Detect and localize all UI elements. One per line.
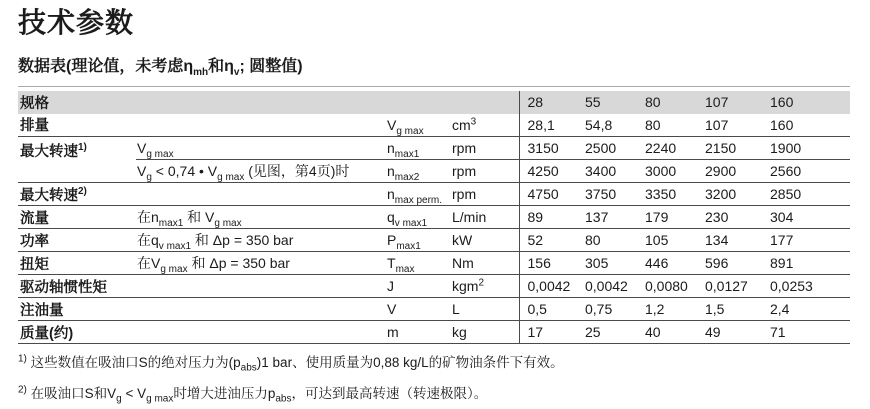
- row-flow: [18, 206, 850, 229]
- unit-cell: rpm: [451, 137, 519, 160]
- value-cell: 0,0042: [577, 275, 637, 298]
- value-cell: 3200: [697, 183, 762, 206]
- value-cell: 137: [577, 206, 637, 229]
- value-cell: 4250: [519, 160, 577, 183]
- value-cell: 2150: [697, 137, 762, 160]
- row-inertia: [18, 275, 850, 298]
- value-cell: 0,0042: [519, 275, 577, 298]
- unit-cell: kg: [451, 321, 519, 344]
- value-cell: 107: [697, 114, 762, 137]
- condition-cell: $V_{g max}$: [136, 137, 386, 160]
- value-cell: 0,75: [577, 298, 637, 321]
- symbol-cell: $T_{max}$: [386, 252, 451, 275]
- symbol-cell: $n_{max1}$: [386, 137, 451, 160]
- value-cell: 54,8: [577, 114, 637, 137]
- value-cell: 2240: [637, 137, 697, 160]
- value-cell: 0,0253: [762, 275, 850, 298]
- value-cell: 28,1: [519, 114, 577, 137]
- symbol-cell: $q_{v max1}$: [386, 206, 451, 229]
- value-cell: 2,4: [762, 298, 850, 321]
- page-subtitle: 数据表(理论值，未考虑$\eta_{mh}$和$\eta_v$; 圆整值): [18, 57, 303, 78]
- size-header-cell: 80: [637, 91, 697, 114]
- value-cell: 17: [519, 321, 577, 344]
- unit-cell: Nm: [451, 252, 519, 275]
- value-cell: 891: [762, 252, 850, 275]
- value-cell: 25: [577, 321, 637, 344]
- spec-table: [18, 91, 850, 345]
- value-cell: 2560: [762, 160, 850, 183]
- value-cell: 3150: [519, 137, 577, 160]
- condition-cell: 在$q_{v max1}$ 和 Δp = 350 bar: [136, 229, 386, 252]
- value-cell: 1900: [762, 137, 850, 160]
- value-cell: 80: [577, 229, 637, 252]
- condition-cell: [136, 183, 386, 206]
- value-cell: 80: [637, 114, 697, 137]
- row-mass: [18, 321, 850, 344]
- row-label-cell: 质量(约): [18, 321, 136, 344]
- row-max-speed-2: [18, 183, 850, 206]
- value-cell: 52: [519, 229, 577, 252]
- value-cell: 446: [637, 252, 697, 275]
- condition-cell: [136, 114, 386, 137]
- row-label-cell: 驱动轴惯性矩: [18, 275, 136, 298]
- value-cell: 230: [697, 206, 762, 229]
- size-header-cell: 160: [762, 91, 850, 114]
- row-fill-volume: [18, 298, 850, 321]
- size-header-cell: 28: [519, 91, 577, 114]
- size-header-cell: 55: [577, 91, 637, 114]
- value-cell: 3400: [577, 160, 637, 183]
- unit-cell: kW: [451, 229, 519, 252]
- value-cell: 179: [637, 206, 697, 229]
- condition-cell: 在$n_{max1}$ 和 $V_{g max}$: [136, 206, 386, 229]
- value-cell: 3750: [577, 183, 637, 206]
- unit-cell: kgm$^2$: [451, 275, 519, 298]
- table-header-row: [18, 91, 850, 114]
- value-cell: 304: [762, 206, 850, 229]
- value-cell: 1,5: [697, 298, 762, 321]
- symbol-cell: V: [386, 298, 451, 321]
- row-label-cell: 功率: [18, 229, 136, 252]
- row-label-cell: 注油量: [18, 298, 136, 321]
- symbol-cell: m: [386, 321, 451, 344]
- footnote-2: $^{2)}$ 在吸油口S和$V_g < V_{g max}$时增大进油压力$p_{abs}$，可达到最高转速（转速极限）。: [18, 384, 488, 405]
- value-cell: 89: [519, 206, 577, 229]
- value-cell: 3000: [637, 160, 697, 183]
- unit-cell: rpm: [451, 183, 519, 206]
- value-cell: 2900: [697, 160, 762, 183]
- value-cell: 40: [637, 321, 697, 344]
- row-label-cell: 流量: [18, 206, 136, 229]
- value-cell: 0,0080: [637, 275, 697, 298]
- symbol-cell: $n_{max perm.}$: [386, 183, 451, 206]
- row-max-speed-1b: [18, 160, 850, 183]
- header-label-cell: 规格: [18, 91, 519, 114]
- footnote-1: $^{1)}$ 这些数值在吸油口S的绝对压力为$(p_{abs})1$ bar、使用质量为0,88 kg/L的矿物油条件下有效。: [18, 353, 564, 374]
- row-label-cell: 最大转速$^{2)}$: [18, 183, 136, 206]
- row-torque: [18, 252, 850, 275]
- condition-cell: [136, 298, 386, 321]
- value-cell: 0,5: [519, 298, 577, 321]
- value-cell: 71: [762, 321, 850, 344]
- unit-cell: rpm: [451, 160, 519, 183]
- value-cell: 2850: [762, 183, 850, 206]
- value-cell: 3350: [637, 183, 697, 206]
- value-cell: 305: [577, 252, 637, 275]
- value-cell: 0,0127: [697, 275, 762, 298]
- value-cell: 2500: [577, 137, 637, 160]
- symbol-cell: $V_{g max}$: [386, 114, 451, 137]
- value-cell: 596: [697, 252, 762, 275]
- value-cell: 105: [637, 229, 697, 252]
- unit-cell: $cm^3$: [451, 114, 519, 137]
- condition-cell: $V_g < 0,74$ • $V_{g max}$ (见图，第4页)时: [136, 160, 386, 183]
- unit-cell: L: [451, 298, 519, 321]
- value-cell: 49: [697, 321, 762, 344]
- condition-cell: [136, 275, 386, 298]
- condition-cell: [136, 321, 386, 344]
- page-title: 技术参数: [18, 7, 135, 38]
- symbol-cell: J: [386, 275, 451, 298]
- condition-cell: 在$V_{g max}$ 和 Δp = 350 bar: [136, 252, 386, 275]
- row-label-cell: 最大转速$^{1)}$: [18, 137, 136, 183]
- row-label-cell: 排量: [18, 114, 136, 137]
- row-label-cell: 扭矩: [18, 252, 136, 275]
- row-max-speed-1a: [18, 137, 850, 160]
- value-cell: 177: [762, 229, 850, 252]
- row-power: [18, 229, 850, 252]
- top-rule: [18, 86, 850, 87]
- value-cell: 4750: [519, 183, 577, 206]
- size-header-cell: 107: [697, 91, 762, 114]
- unit-cell: L/min: [451, 206, 519, 229]
- value-cell: 1,2: [637, 298, 697, 321]
- value-cell: 156: [519, 252, 577, 275]
- row-displacement: [18, 114, 850, 137]
- symbol-cell: $P_{max1}$: [386, 229, 451, 252]
- symbol-cell: $n_{max2}$: [386, 160, 451, 183]
- value-cell: 134: [697, 229, 762, 252]
- value-cell: 160: [762, 114, 850, 137]
- footnotes: [18, 355, 870, 403]
